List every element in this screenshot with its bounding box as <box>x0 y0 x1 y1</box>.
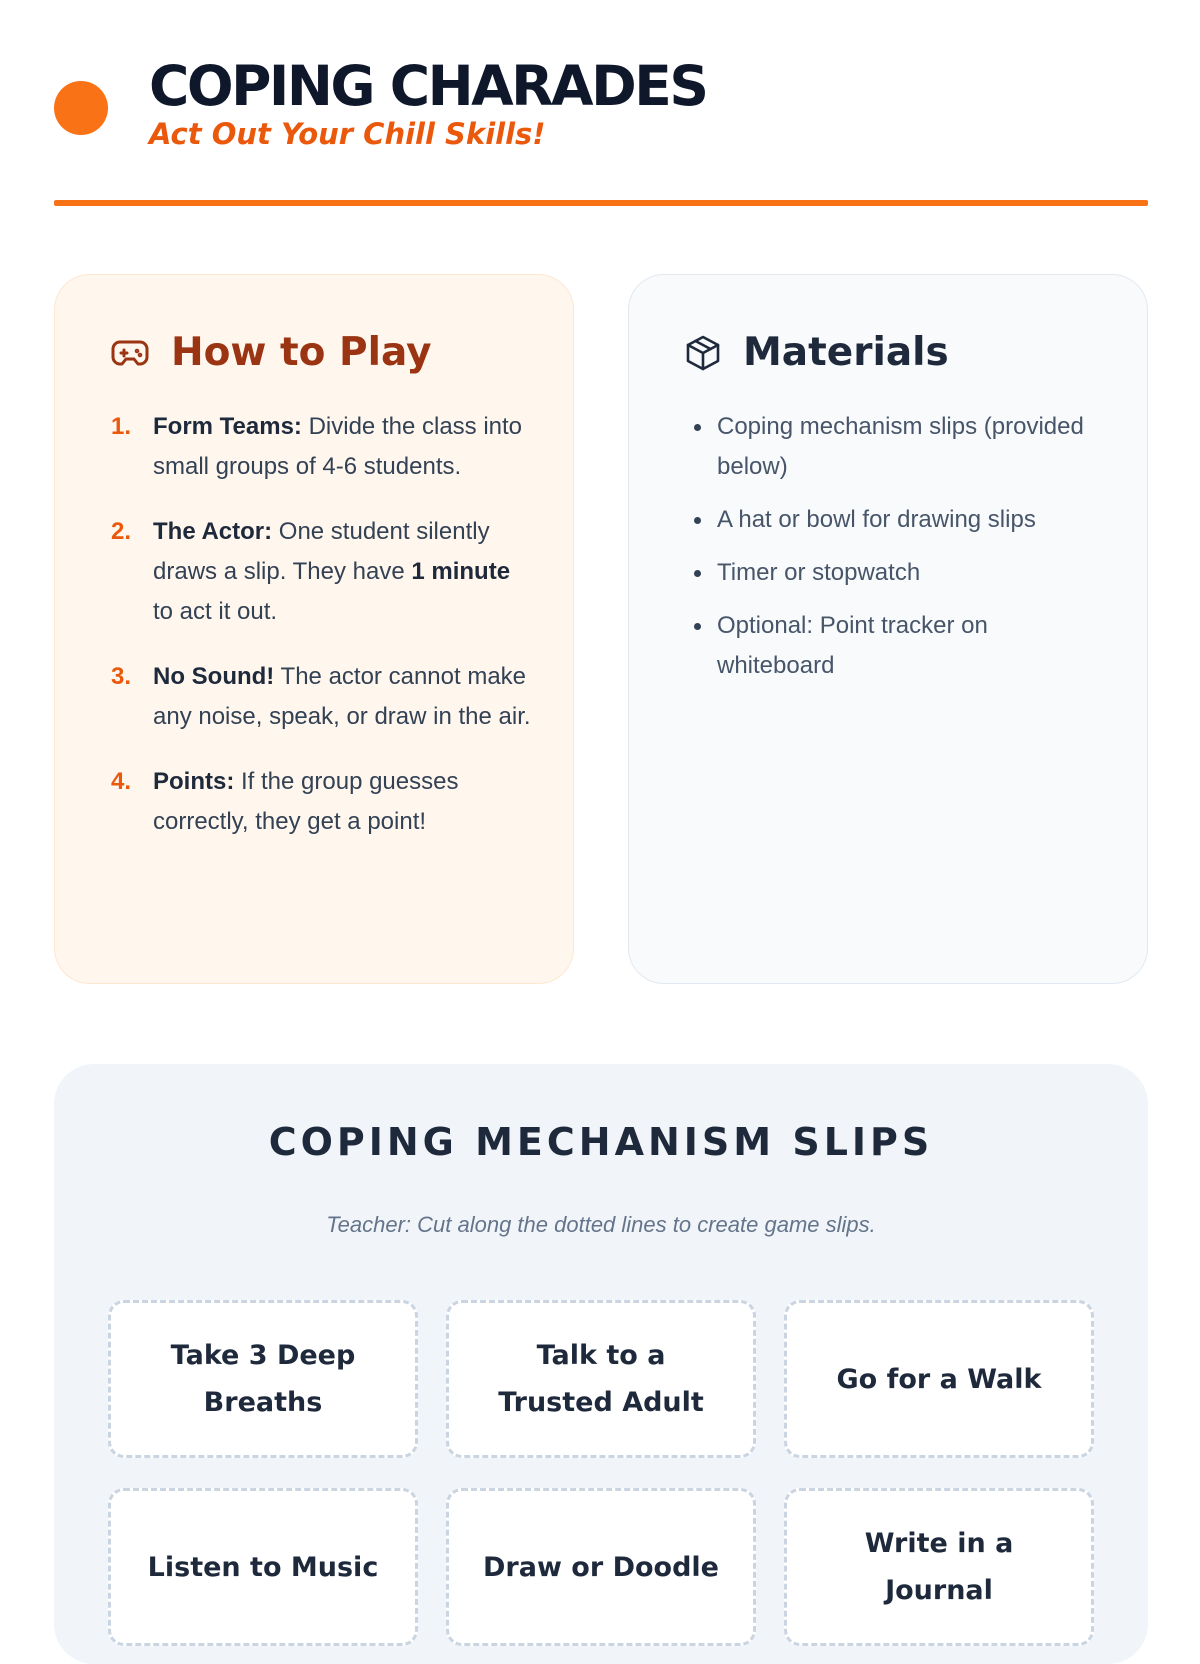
slip-text: Go for a Walk <box>836 1363 1042 1395</box>
step-item <box>111 657 531 737</box>
slip-card <box>108 1300 418 1458</box>
bullet <box>694 623 701 630</box>
slips-section <box>54 1064 1148 1664</box>
slip-text: Listen to Music <box>147 1551 379 1583</box>
materials-item-text: Coping mechanism slips (provided below) <box>717 413 1084 480</box>
gamepad-icon <box>111 338 149 368</box>
materials-card <box>628 274 1148 984</box>
slip-text: Write in a Journal <box>864 1528 1014 1606</box>
slip-text: Talk to a Trusted Adult <box>498 1340 704 1418</box>
bullet <box>694 517 701 524</box>
materials-item <box>685 553 1105 593</box>
slip-card <box>108 1488 418 1646</box>
materials-header <box>685 325 949 381</box>
step-text: One student silently draws a slip. They have <box>153 518 490 585</box>
step-text: If the group guesses correctly, they get a point! <box>153 768 459 835</box>
step-number: 4. <box>111 768 132 795</box>
header-divider <box>54 200 1148 206</box>
step-emphasis: 1 minute <box>411 558 511 585</box>
steps-list <box>111 407 531 867</box>
step-text: to act it out. <box>153 598 278 625</box>
how-to-play-card <box>54 274 574 984</box>
page-subtitle: Act Out Your Chill Skills! <box>149 117 546 151</box>
step-item <box>111 762 531 842</box>
brand-dot <box>54 81 108 135</box>
step-label: The Actor: <box>153 518 273 545</box>
slips-title: COPING MECHANISM SLIPS <box>268 1120 934 1164</box>
slip-text: Draw or Doodle <box>483 1551 719 1583</box>
step-number: 1. <box>111 413 132 440</box>
step-item <box>111 407 531 487</box>
slip-card <box>784 1488 1094 1646</box>
step-text: Divide the class into small groups of 4-6 students. <box>153 413 523 480</box>
page-title: COPING CHARADES <box>149 54 707 118</box>
step-label: Form Teams: <box>153 413 302 440</box>
step-label: No Sound! <box>153 663 275 690</box>
how-to-play-title: How to Play <box>171 330 432 375</box>
materials-item-text: Timer or stopwatch <box>717 559 921 586</box>
materials-item-text: A hat or bowl for drawing slips <box>717 506 1036 533</box>
materials-item-text: Optional: Point tracker on whiteboard <box>717 612 988 679</box>
slips-teacher-note: Teacher: Cut along the dotted lines to create game slips. <box>326 1212 876 1237</box>
step-item <box>111 512 531 632</box>
box-icon <box>685 334 721 372</box>
materials-item <box>685 500 1105 540</box>
page-header <box>54 50 1148 160</box>
materials-title: Materials <box>743 330 949 375</box>
bullet <box>694 570 701 577</box>
materials-item <box>685 606 1105 686</box>
slip-card <box>784 1300 1094 1458</box>
slip-text: Take 3 Deep Breaths <box>170 1340 356 1418</box>
step-text: The actor cannot make any noise, speak, or draw in the air. <box>153 663 531 730</box>
step-label: Points: <box>153 768 235 795</box>
step-number: 3. <box>111 663 132 690</box>
how-to-play-header <box>111 325 432 381</box>
materials-item <box>685 407 1105 487</box>
materials-list <box>685 407 1105 699</box>
bullet <box>694 424 701 431</box>
slip-card <box>446 1488 756 1646</box>
slip-card <box>446 1300 756 1458</box>
step-number: 2. <box>111 518 132 545</box>
